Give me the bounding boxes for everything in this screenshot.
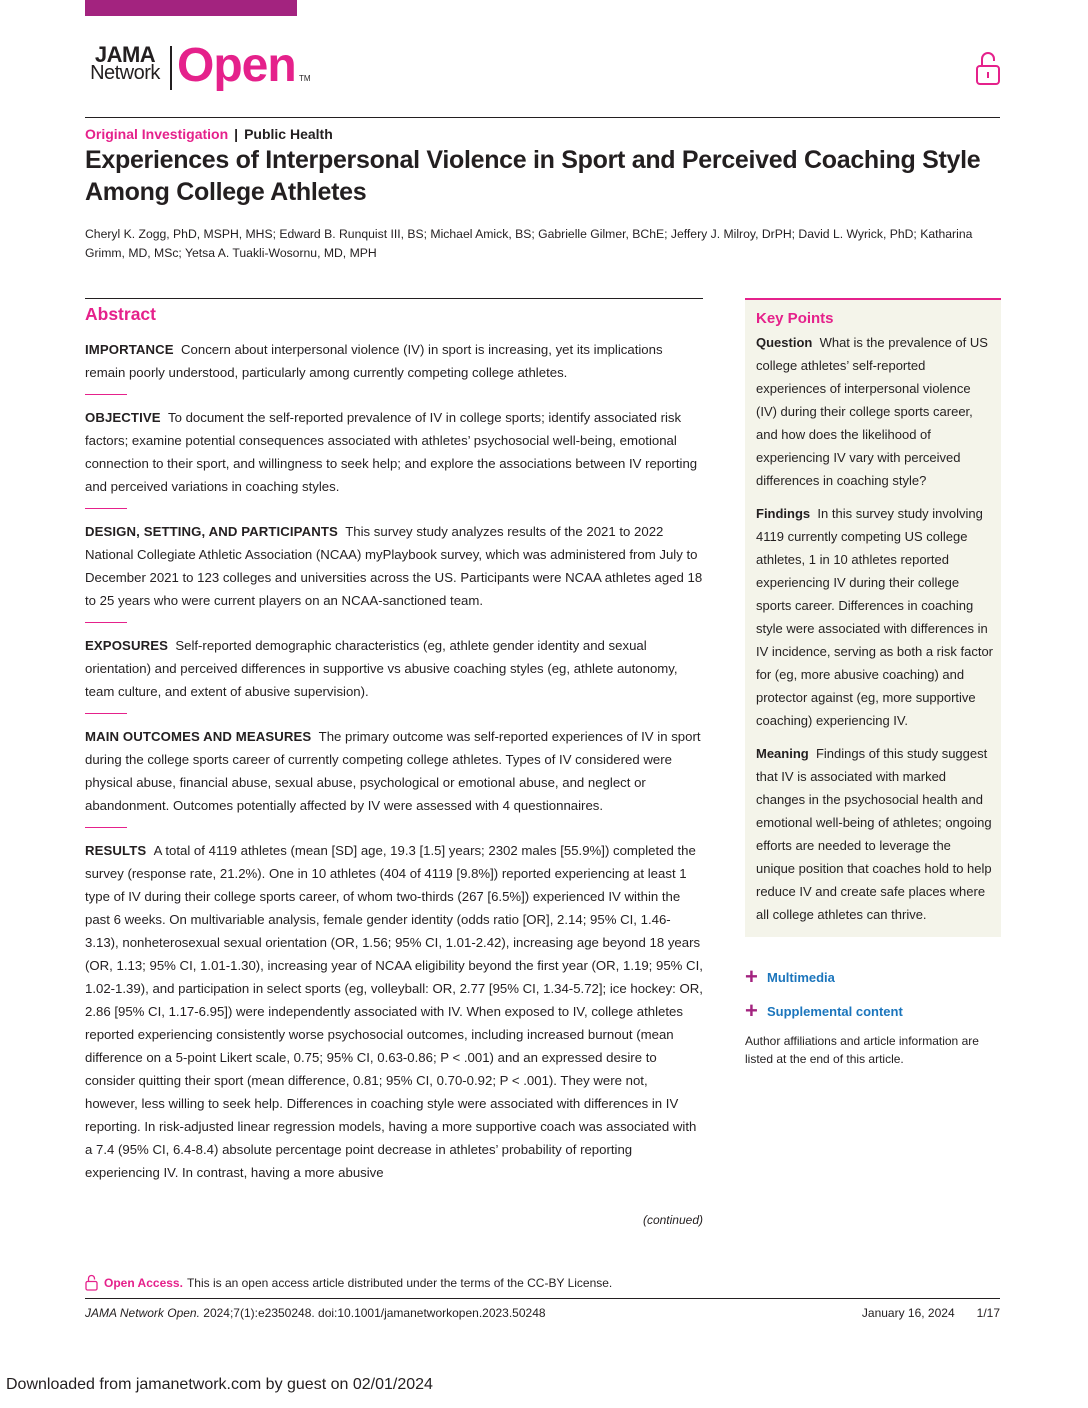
- open-access-lock-icon: [85, 1274, 98, 1291]
- supplemental-content-link[interactable]: [745, 994, 1001, 1028]
- article-category[interactable]: Public Health: [244, 126, 333, 142]
- plus-icon: +: [745, 998, 758, 1023]
- footer-journal: JAMA Network Open.: [85, 1306, 200, 1320]
- abstract-divider: [85, 508, 127, 509]
- supplemental-content-label[interactable]: Supplemental content: [767, 1003, 903, 1019]
- open-lock-icon: [975, 50, 1001, 86]
- key-points-box: [745, 298, 1001, 937]
- article-type[interactable]: Original Investigation: [85, 126, 229, 142]
- abstract-results: [85, 839, 703, 1184]
- footer-citation: [85, 1306, 546, 1320]
- exposures-label: EXPOSURES: [85, 638, 168, 653]
- abstract-importance: [85, 338, 703, 384]
- open-access-label[interactable]: Open Access.: [104, 1275, 183, 1290]
- plus-icon: +: [745, 964, 758, 989]
- logo-network-text: Network: [90, 62, 160, 84]
- results-label: RESULTS: [85, 843, 147, 858]
- author-list: Cheryl K. Zogg, PhD, MSPH, MHS; Edward B. Runquist III, BS; Michael Amick, BS; Gabrielle Gilmer, BChE; Jeffery J. Milroy, DrPH; David L. Wyrick, PhD; Katharina Grimm, MD, MSc; Yetsa A. Tuakli-Wosornu, MD, MPH: [85, 227, 973, 260]
- logo-open-text: Open: [177, 39, 296, 92]
- outcomes-text: The primary outcome was self-reported experiences of IV in sport during the college sports career of currently competing college athletes. Types of IV considered were physical abuse, financial abuse, sexual abuse, psychological or emotional abuse, and neglect or abandonment. Outcomes potentially affected by IV were assessed with 4 questionnaires.: [85, 729, 701, 813]
- footer-rule: [85, 1298, 1000, 1299]
- key-point-findings: [756, 502, 993, 732]
- objective-text: To document the self-reported prevalence of IV in college sports; identify associated risk factors; examine potential consequences associated with athletes’ psychosocial well-being, emotional connection to their sport, and willingness to seek help; and explore the associations between IV reporting and perceived variations in coaching styles.: [85, 410, 698, 494]
- key-point-meaning: [756, 742, 993, 926]
- findings-label: Findings: [756, 506, 811, 521]
- abstract-objective: [85, 406, 703, 498]
- question-label: Question: [756, 335, 813, 350]
- abstract-top-rule: [85, 298, 703, 299]
- abstract-divider: [85, 713, 127, 714]
- header-rule: [85, 117, 1000, 118]
- sidebar-links: [745, 960, 1001, 1068]
- multimedia-label[interactable]: Multimedia: [767, 969, 835, 985]
- question-text: What is the prevalence of US college athletes’ self-reported experiences of interpersonal violence (IV) during their college sports career, and how does the likelihood of experiencing IV vary with perceived differences in coaching style?: [756, 335, 988, 488]
- design-label: DESIGN, SETTING, AND PARTICIPANTS: [85, 524, 338, 539]
- journal-accent-bar: [85, 0, 297, 16]
- open-access-notice: [85, 1274, 612, 1291]
- outcomes-label: MAIN OUTCOMES AND MEASURES: [85, 729, 312, 744]
- abstract-section: [85, 298, 703, 1184]
- download-note: Downloaded from jamanetwork.com by guest on 02/01/2024: [6, 1376, 433, 1393]
- continued-note: (continued): [642, 1213, 703, 1227]
- multimedia-link[interactable]: [745, 960, 1001, 994]
- abstract-divider: [85, 622, 127, 623]
- footer-meta: [840, 1306, 1000, 1320]
- logo-jama-text: JAMA: [94, 42, 156, 67]
- design-text: This survey study analyzes results of the 2021 to 2022 National Collegiate Athletic Association (NCAA) myPlaybook survey, which was administered from July to December 2021 to 123 colleges and universities across the US. Participants were NCAA athletes aged 18 to 25 years who were current players on an NCAA-sanctioned team.: [85, 524, 703, 608]
- key-points-heading: Key Points: [756, 310, 834, 327]
- importance-label: IMPORTANCE: [85, 342, 174, 357]
- key-point-question: [756, 331, 993, 492]
- logo-divider: [170, 46, 172, 90]
- meaning-label: Meaning: [756, 746, 809, 761]
- abstract-divider: [85, 394, 127, 395]
- abstract-exposures: [85, 634, 703, 703]
- abstract-heading: Abstract: [85, 304, 156, 324]
- footer-date: January 16, 2024: [861, 1306, 955, 1320]
- importance-text: Concern about interpersonal violence (IV) in sport is increasing, yet its implications remain poorly understood, particularly among currently competing college athletes.: [85, 342, 663, 380]
- exposures-text: Self-reported demographic characteristics (eg, athlete gender identity and sexual orientation) and perceived differences in supportive vs abusive coaching styles (eg, athlete autonomy, team culture, and extent of abusive supervision).: [85, 638, 678, 699]
- section-separator: |: [234, 126, 239, 142]
- results-text: A total of 4119 athletes (mean [SD] age, 19.3 [1.5] years; 2302 males [55.9%]) completed the survey (response rate, 21.2%). One in 10 athletes (404 of 4119 [9.8%]) reported experiencing at least 1 type of IV during their college sports career, of whom two-thirds (267 [6.5%]) experienced IV within the past 6 weeks. On multivariable analysis, female gender identity (odds ratio [OR], 2.14; 95% CI, 1.46-3.13), nonheterosexual sexual orientation (OR, 1.56; 95% CI, 1.01-2.42), increasing age beyond 18 years (OR, 1.13; 95% CI, 1.01-1.30), increasing year of NCAA eligibility beyond the first year (OR, 1.19; 95% CI, 1.02-1.39), and participation in select sports (eg, volleyball: OR, 2.77 [95% CI, 1.34-5.72]; ice hockey: OR, 2.86 [95% CI, 1.17-6.95]) were independently associated with IV. When exposed to IV, college athletes reported experiencing consistently worse psychosocial outcomes, including increased burnout (mean difference on a 5-point Likert scale, 0.75; 95% CI, 0.63-0.86; P < .001) and an expressed desire to consider quitting their sport (mean difference, 0.81; 95% CI, 0.70-0.92; P < .001). They were not, however, less willing to seek help. Differences in coaching style were associated with differences in IV reporting. In risk-adjusted linear regression models, having a more supportive coach was associated with a 7.4 (95% CI, 6.4-8.4) absolute percentage point decrease in athletes’ probability of reporting experiencing IV. In contrast, having a more abusive: [85, 843, 703, 1180]
- objective-label: OBJECTIVE: [85, 410, 161, 425]
- affiliations-note: Author affiliations and article information are listed at the end of this article.: [745, 1034, 979, 1066]
- meaning-text: Findings of this study suggest that IV is associated with marked changes in the psychosocial health and emotional well-being of athletes; ongoing efforts are needed to leverage the unique position that coaches hold to help reduce IV and create safe places where all college athletes can thrive.: [756, 746, 992, 922]
- logo-trademark: TM: [299, 74, 311, 83]
- findings-text: In this survey study involving 4119 currently competing US college athletes, 1 in 10 athletes reported experiencing IV during their college sports career. Differences in coaching style were associated with differences in IV incidence, serving as both a risk factor for (eg, more abusive coaching) and protector against (eg, more supportive coaching) experiencing IV.: [756, 506, 994, 728]
- open-access-text: This is an open access article distributed under the terms of the CC-BY License.: [186, 1275, 613, 1290]
- article-section-tag: [85, 126, 333, 142]
- abstract-divider: [85, 827, 127, 828]
- abstract-design: [85, 520, 703, 612]
- footer-doi[interactable]: 2024;7(1):e2350248. doi:10.1001/jamanetworkopen.2023.50248: [199, 1306, 546, 1320]
- abstract-outcomes: [85, 725, 703, 817]
- article-title: Experiences of Interpersonal Violence in Sport and Perceived Coaching Style Among College Athletes: [85, 146, 981, 206]
- footer-page-number: 1/17: [976, 1306, 1000, 1320]
